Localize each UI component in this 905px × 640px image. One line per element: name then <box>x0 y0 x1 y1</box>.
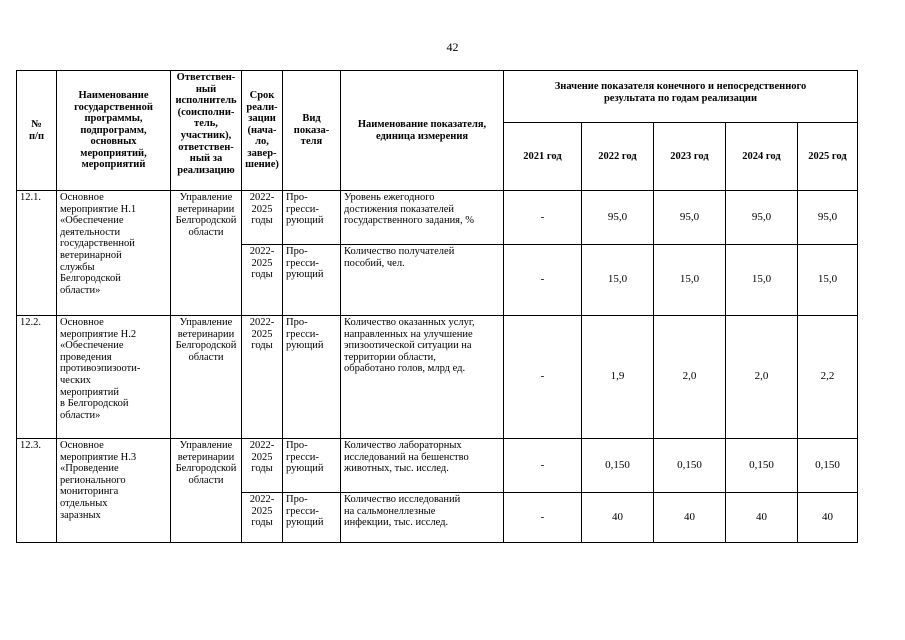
value-2025: 15,0 <box>798 245 858 316</box>
value-2022: 0,150 <box>582 439 654 493</box>
value-2025: 95,0 <box>798 191 858 245</box>
row-term: 2022- 2025 годы <box>242 245 283 316</box>
row-term: 2022- 2025 годы <box>242 439 283 493</box>
row-num: 12.2. <box>17 316 57 439</box>
row-name: Основное мероприятие Н.1 «Обеспечение деятельности государственной ветеринарной службы Белгородской области» <box>57 191 171 316</box>
value-2024: 2,0 <box>726 316 798 439</box>
value-2021: - <box>504 316 582 439</box>
row-indicator: Уровень ежегодного достижения показателей государственного задания, % <box>341 191 504 245</box>
table-row <box>17 316 858 439</box>
header-term: Срок реали- зации (нача- ло, завер- шение) <box>242 71 283 191</box>
header-responsible: Ответствен- ный исполнитель (соисполни- тель, участник), ответствен- ный за реализацию <box>171 71 242 191</box>
value-2024: 0,150 <box>726 439 798 493</box>
row-indicator: Количество исследований на сальмонеллезные инфекции, тыс. исслед. <box>341 493 504 543</box>
row-responsible: Управление ветеринарии Белгородской области <box>171 316 242 439</box>
header-year-2024: 2024 год <box>726 123 798 191</box>
value-2023: 0,150 <box>654 439 726 493</box>
table-row <box>17 439 858 493</box>
value-2022: 15,0 <box>582 245 654 316</box>
value-2025: 40 <box>798 493 858 543</box>
row-num: 12.1. <box>17 191 57 316</box>
value-2024: 40 <box>726 493 798 543</box>
row-name: Основное мероприятие Н.2 «Обеспечение проведения противоэпизооти- ческих мероприятий в Белгородской области» <box>57 316 171 439</box>
value-2024: 15,0 <box>726 245 798 316</box>
value-2025: 2,2 <box>798 316 858 439</box>
header-name: Наименование государственной программы, подпрограмм, основных мероприятий, мероприятий <box>57 71 171 191</box>
header-values-group: Значение показателя конечного и непосредственного результата по годам реализации <box>504 71 858 123</box>
header-num: № п/п <box>17 71 57 191</box>
header-year-2022: 2022 год <box>582 123 654 191</box>
row-type: Про- гресси- рующий <box>283 245 341 316</box>
indicators-table <box>16 70 858 543</box>
value-2021: - <box>504 191 582 245</box>
row-type: Про- гресси- рующий <box>283 316 341 439</box>
value-2022: 95,0 <box>582 191 654 245</box>
header-year-2023: 2023 год <box>654 123 726 191</box>
row-term: 2022- 2025 годы <box>242 316 283 439</box>
row-term: 2022- 2025 годы <box>242 191 283 245</box>
row-num: 12.3. <box>17 439 57 543</box>
row-name: Основное мероприятие Н.3 «Проведение регионального мониторинга отдельных заразных <box>57 439 171 543</box>
row-responsible: Управление ветеринарии Белгородской области <box>171 191 242 316</box>
row-type: Про- гресси- рующий <box>283 439 341 493</box>
row-term: 2022- 2025 годы <box>242 493 283 543</box>
value-2023: 2,0 <box>654 316 726 439</box>
value-2023: 95,0 <box>654 191 726 245</box>
row-indicator: Количество оказанных услуг, направленных на улучшение эпизоотической ситуации на территории области, обработано голов, млрд ед. <box>341 316 504 439</box>
table-row <box>17 191 858 245</box>
value-2023: 15,0 <box>654 245 726 316</box>
row-responsible: Управление ветеринарии Белгородской области <box>171 439 242 543</box>
row-type: Про- гресси- рующий <box>283 493 341 543</box>
value-2024: 95,0 <box>726 191 798 245</box>
value-2021: - <box>504 493 582 543</box>
value-2021: - <box>504 439 582 493</box>
value-2025: 0,150 <box>798 439 858 493</box>
page-number: 42 <box>446 40 459 54</box>
header-type: Вид показа- теля <box>283 71 341 191</box>
value-2022: 40 <box>582 493 654 543</box>
header-year-2025: 2025 год <box>798 123 858 191</box>
value-2021: - <box>504 245 582 316</box>
row-indicator: Количество лабораторных исследований на бешенство животных, тыс. исслед. <box>341 439 504 493</box>
row-indicator: Количество получателей пособий, чел. <box>341 245 504 316</box>
row-type: Про- гресси- рующий <box>283 191 341 245</box>
value-2023: 40 <box>654 493 726 543</box>
header-year-2021: 2021 год <box>504 123 582 191</box>
value-2022: 1,9 <box>582 316 654 439</box>
header-indicator: Наименование показателя, единица измерения <box>341 71 504 191</box>
